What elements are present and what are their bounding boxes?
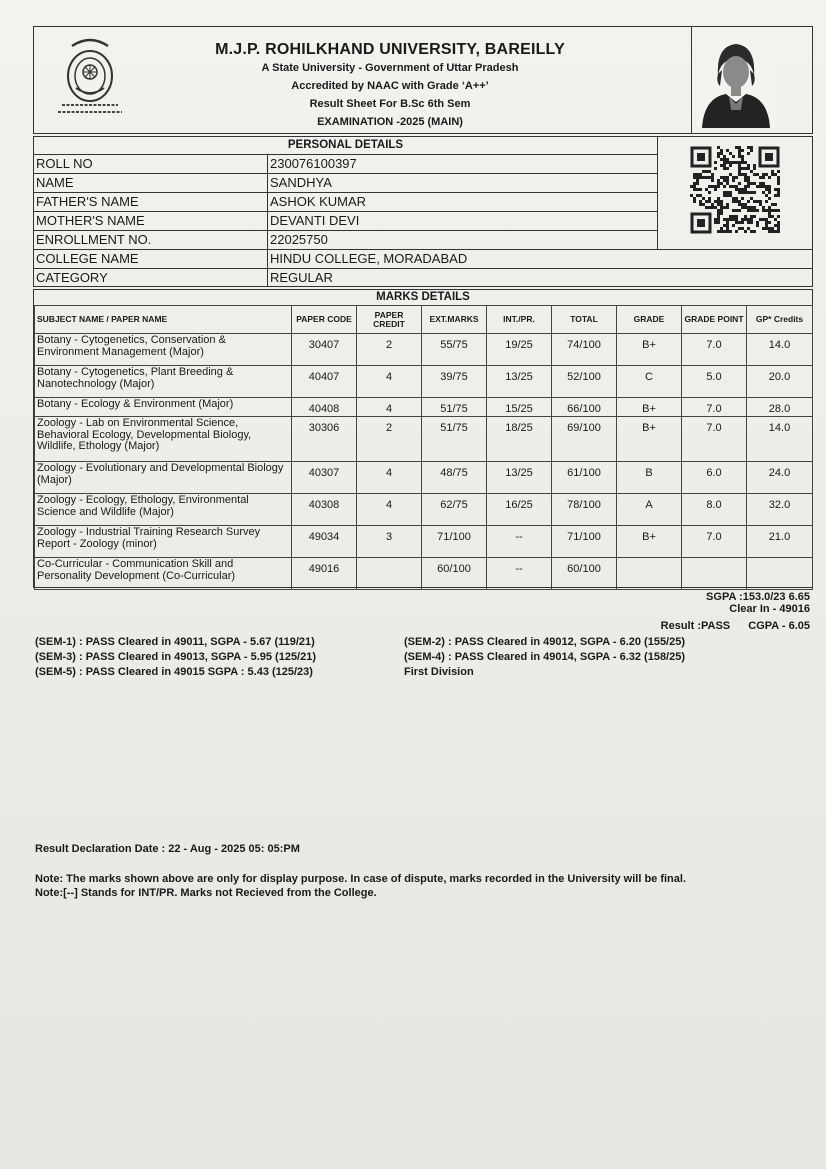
cell-paper-code: 40308 (292, 494, 357, 526)
personal-row-father-name (34, 192, 657, 212)
cell-gp-credits: 14.0 (747, 334, 813, 366)
sem-5-result: (SEM-5) : PASS Cleared in 49015 SGPA : 5.43 (125/23) (35, 666, 313, 678)
marks-row (35, 366, 813, 398)
cell-ext-marks: 60/100 (422, 558, 487, 590)
cell-paper-credit: 3 (357, 526, 422, 558)
marks-details-box (33, 289, 813, 588)
personal-row-mother-name (34, 211, 657, 231)
college-name-value: HINDU COLLEGE, MORADABAD (270, 251, 468, 266)
header-total: TOTAL (552, 306, 617, 334)
header-line-state-university: A State University - Government of Uttar Pradesh (261, 62, 519, 74)
cell-int-pr: -- (487, 526, 552, 558)
cell-subject: Zoology - Lab on Environmental Science, Behavioral Ecology, Developmental Biology, Wildlife, Ethology (Major) (35, 417, 292, 462)
cell-gp-credits: 20.0 (747, 366, 813, 398)
cell-paper-credit: 4 (357, 494, 422, 526)
cell-grade: B (617, 462, 682, 494)
cell-int-pr: 19/25 (487, 334, 552, 366)
cell-gp-credits: 24.0 (747, 462, 813, 494)
note-int-pr: Note:[--] Stands for INT/PR. Marks not Recieved from the College. (35, 887, 377, 899)
cell-int-pr: 16/25 (487, 494, 552, 526)
college-name-label: COLLEGE NAME (36, 251, 139, 266)
personal-row-name (34, 173, 657, 193)
cell-total: 66/100 (552, 398, 617, 417)
header-grade-point: GRADE POINT (682, 306, 747, 334)
cell-paper-code: 40408 (292, 398, 357, 417)
cell-ext-marks: 62/75 (422, 494, 487, 526)
cell-subject: Botany - Cytogenetics, Conservation & Environment Management (Major) (35, 334, 292, 366)
division-result: First Division (404, 666, 474, 678)
cell-int-pr: 15/25 (487, 398, 552, 417)
header-ext-marks: EXT.MARKS (422, 306, 487, 334)
roll-no-value: 230076100397 (270, 156, 357, 171)
marks-row (35, 417, 813, 462)
cell-ext-marks: 48/75 (422, 462, 487, 494)
sgpa-summary (706, 591, 810, 615)
cell-total: 61/100 (552, 462, 617, 494)
cell-paper-code: 30306 (292, 417, 357, 462)
cell-paper-credit: 2 (357, 334, 422, 366)
result-declaration-date: Result Declaration Date : 22 - Aug - 2025 05: 05:PM (35, 843, 300, 855)
marks-row (35, 494, 813, 526)
header-gp-credits: GP* Credits (747, 306, 813, 334)
personal-row-category (34, 268, 812, 287)
cell-subject: Zoology - Evolutionary and Developmental Biology (Major) (35, 462, 292, 494)
cell-grade: C (617, 366, 682, 398)
cell-paper-code: 49034 (292, 526, 357, 558)
cell-total: 60/100 (552, 558, 617, 590)
personal-details-title: PERSONAL DETAILS (34, 137, 657, 155)
cell-paper-credit: 4 (357, 366, 422, 398)
marks-table (34, 305, 813, 590)
name-label: NAME (36, 175, 74, 190)
cell-grade: B+ (617, 334, 682, 366)
cell-paper-code: 49016 (292, 558, 357, 590)
father-name-label: FATHER'S NAME (36, 194, 139, 209)
header-line-examination: EXAMINATION -2025 (MAIN) (317, 116, 463, 128)
category-label: CATEGORY (36, 270, 108, 285)
category-value: REGULAR (270, 270, 333, 285)
header-divider (691, 27, 692, 133)
cell-grade: B+ (617, 417, 682, 462)
cell-grade-point: 7.0 (682, 334, 747, 366)
result-line (661, 620, 810, 632)
cell-grade-point: 7.0 (682, 417, 747, 462)
enrollment-no-label: ENROLLMENT NO. (36, 232, 152, 247)
cell-total: 71/100 (552, 526, 617, 558)
cell-int-pr: 18/25 (487, 417, 552, 462)
cell-ext-marks: 71/100 (422, 526, 487, 558)
sem-3-result: (SEM-3) : PASS Cleared in 49013, SGPA - 5.95 (125/21) (35, 651, 317, 663)
header-int-pr: INT./PR. (487, 306, 552, 334)
cell-paper-credit (357, 558, 422, 590)
header-line-naac: Accredited by NAAC with Grade ‘A++’ (291, 80, 489, 92)
cell-gp-credits: 32.0 (747, 494, 813, 526)
cell-grade-point: 6.0 (682, 462, 747, 494)
header-paper-code: PAPER CODE (292, 306, 357, 334)
cell-paper-credit: 2 (357, 417, 422, 462)
cell-subject: Co-Curricular - Communication Skill and Personality Development (Co-Curricular) (35, 558, 292, 590)
sem-4-result: (SEM-4) : PASS Cleared in 49014, SGPA - 6.32 (158/25) (404, 651, 686, 663)
mother-name-label: MOTHER'S NAME (36, 213, 145, 228)
cell-int-pr: 13/25 (487, 462, 552, 494)
cell-gp-credits: 21.0 (747, 526, 813, 558)
marks-row (35, 558, 813, 590)
name-value: SANDHYA (270, 175, 332, 190)
cell-grade: B+ (617, 526, 682, 558)
cell-grade: B+ (617, 398, 682, 417)
university-title: M.J.P. ROHILKHAND UNIVERSITY, BAREILLY (215, 41, 565, 58)
qr-code-icon (690, 146, 780, 234)
personal-row-roll-no (34, 154, 657, 174)
cell-paper-code: 40407 (292, 366, 357, 398)
cell-total: 74/100 (552, 334, 617, 366)
cell-int-pr: 13/25 (487, 366, 552, 398)
university-emblem-icon (52, 32, 128, 118)
student-photo (696, 38, 776, 128)
marks-row (35, 398, 813, 417)
cell-paper-code: 30407 (292, 334, 357, 366)
cell-total: 69/100 (552, 417, 617, 462)
cell-grade-point: 7.0 (682, 526, 747, 558)
personal-row-college-name (34, 249, 812, 269)
cell-paper-code: 40307 (292, 462, 357, 494)
roll-no-label: ROLL NO (36, 156, 93, 171)
header-subject: SUBJECT NAME / PAPER NAME (35, 306, 292, 334)
cgpa-value: CGPA - 6.05 (748, 620, 810, 632)
cell-subject: Botany - Ecology & Environment (Major) (35, 398, 292, 417)
cell-ext-marks: 39/75 (422, 366, 487, 398)
header-paper-credit: PAPER CREDIT (357, 306, 422, 334)
marks-row (35, 334, 813, 366)
cell-paper-credit: 4 (357, 398, 422, 417)
cell-gp-credits: 28.0 (747, 398, 813, 417)
cell-ext-marks: 51/75 (422, 398, 487, 417)
cell-subject: Zoology - Ecology, Ethology, Environmental Science and Wildlife (Major) (35, 494, 292, 526)
cell-grade-point (682, 558, 747, 590)
cell-gp-credits (747, 558, 813, 590)
marks-row (35, 526, 813, 558)
header-grade: GRADE (617, 306, 682, 334)
clear-in-value: Clear In - 49016 (729, 603, 810, 615)
note-display-purpose: Note: The marks shown above are only for display purpose. In case of dispute, marks recorded in the University will be final. (35, 873, 687, 885)
cell-grade-point: 5.0 (682, 366, 747, 398)
cell-grade-point: 7.0 (682, 398, 747, 417)
header-line-result-sheet: Result Sheet For B.Sc 6th Sem (309, 98, 471, 110)
cell-gp-credits: 14.0 (747, 417, 813, 462)
sem-2-result: (SEM-2) : PASS Cleared in 49012, SGPA - 6.20 (155/25) (404, 636, 686, 648)
cell-grade (617, 558, 682, 590)
sgpa-value: SGPA :153.0/23 6.65 (706, 591, 810, 603)
enrollment-no-value: 22025750 (270, 232, 328, 247)
cell-total: 52/100 (552, 366, 617, 398)
cell-int-pr: -- (487, 558, 552, 590)
cell-subject: Zoology - Industrial Training Research Survey Report - Zoology (minor) (35, 526, 292, 558)
sem-1-result: (SEM-1) : PASS Cleared in 49011, SGPA - 5.67 (119/21) (35, 636, 315, 648)
cell-ext-marks: 51/75 (422, 417, 487, 462)
cell-total: 78/100 (552, 494, 617, 526)
marks-row (35, 462, 813, 494)
cell-ext-marks: 55/75 (422, 334, 487, 366)
father-name-value: ASHOK KUMAR (270, 194, 367, 209)
result-value: Result :PASS (660, 620, 731, 632)
cell-grade: A (617, 494, 682, 526)
cell-subject: Botany - Cytogenetics, Plant Breeding & Nanotechnology (Major) (35, 366, 292, 398)
marks-header-row (35, 306, 813, 334)
mother-name-value: DEVANTI DEVI (270, 213, 360, 228)
marks-details-title: MARKS DETAILS (34, 290, 812, 306)
cell-grade-point: 8.0 (682, 494, 747, 526)
cell-paper-credit: 4 (357, 462, 422, 494)
